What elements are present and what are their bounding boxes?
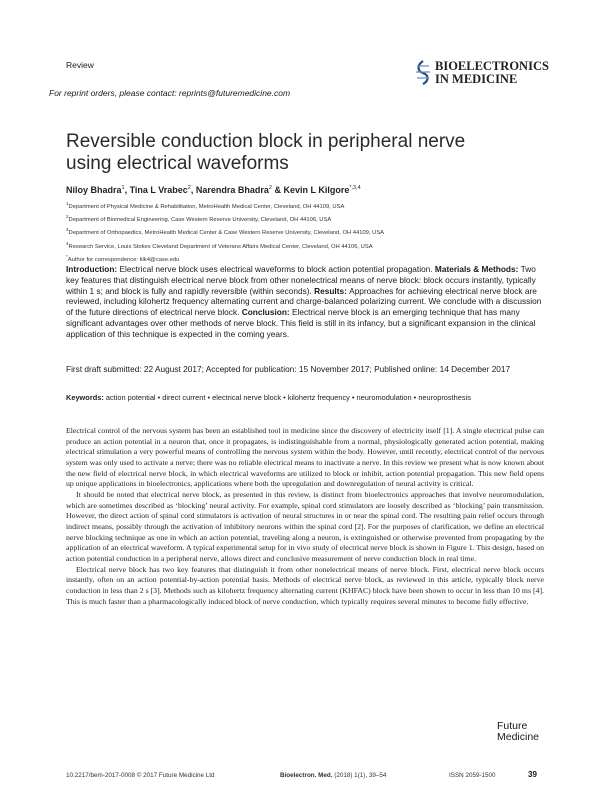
abstract-heading: Conclusion:	[241, 307, 292, 317]
affiliation-text: Research Service, Louis Stokes Cleveland Department of Veterans Affairs Medical Center, Cleveland, OH 44106, USA	[68, 243, 373, 250]
abstract-text: Electrical nerve block is an emerging technique that has many significant advantages over other methods of nerve block. This field is still in its infancy, but a significant expansion in the clinical application of this technique is expected in the coming years.	[66, 307, 536, 339]
author-affiliation-mark: 2	[268, 185, 272, 191]
publisher-logo-line1: Future	[497, 720, 528, 732]
author-affiliation-mark: *,3,4	[349, 185, 361, 191]
abstract	[66, 264, 544, 339]
author-separator: ,	[124, 185, 130, 195]
author-separator: &	[271, 185, 284, 195]
keyword-list	[106, 393, 471, 402]
author-affiliation-mark: 2	[187, 185, 191, 191]
affiliation-mark: 4	[66, 240, 69, 246]
footer-citation	[280, 772, 386, 779]
article-title: Reversible conduction block in peripheral nerve using electrical waveforms	[66, 131, 466, 174]
journal-logo-line1: BIOELECTRONICS	[435, 59, 549, 73]
affiliation-list	[66, 199, 546, 265]
affiliation-text: Department of Biomedical Engineering, Case Western Reserve University, Cleveland, OH 44106, USA	[68, 217, 332, 224]
body-text	[66, 426, 544, 607]
affiliation-mark: 3	[66, 227, 69, 233]
affiliation-mark: *	[66, 253, 68, 259]
affiliation-text: Author for correspondence: klk4@case.edu	[67, 256, 180, 263]
affiliation	[66, 239, 546, 252]
journal-logo-line2: IN MEDICINE	[435, 72, 518, 86]
author-name: Kevin L Kilgore	[283, 185, 350, 195]
keyword: • electrical nerve block	[205, 393, 282, 402]
affiliation-mark: 1	[66, 201, 69, 206]
journal-logo-icon	[413, 59, 433, 85]
body-paragraph: It should be noted that electrical nerve block, as presented in this review, is distinct from bioelectronics approaches that involve neuromodulation, which are sometimes described as ‘blocking’ neural activity. For example, spinal cord stimulators are loosely described as ‘blocking’ pain transmission. However, the direct action of spinal cord stimulators is activation of neural structures in or near the spinal cord. The resulting pain relief occurs through indirect means, possibly through the activation of inhibitory neurons within the spinal cord [2]. For the purposes of clarification, we define an electrical nerve blocking technique as one in which an action potential, traveling along a neuron, is extinguished or otherwise prevented from propagating by the application of an electrical waveform. A typical experimental setup for in vivo study of electrical nerve block is shown in Figure 1. This design, based on action potential conduction in a peripheral nerve, allows direct and conclusive measurement of nerve conduction block in real time.	[66, 489, 544, 563]
footer-issn: ISSN 2059-1500	[449, 772, 496, 779]
keyword: action potential	[105, 393, 156, 402]
body-paragraph: Electrical nerve block has two key features that distinguish it from other nonelectrical means of nerve block. First, electrical nerve block occurs instantly, often on an action potential-by-action potential basis. Methods of electrical nerve block, as reviewed in this article, typically block nerve conduction in less than 2 s [3]. Methods such as kilohertz frequency alternating current (KHFAC) block have been shown to occur in less than 10 ms [4]. This is much faster than a pharmacologically induced block of nerve conduction, which typically requires several minutes to become fully effective.	[66, 564, 544, 606]
page-number: 39	[528, 770, 537, 779]
affiliation-mark: 2	[66, 214, 69, 220]
keyword: • kilohertz frequency	[281, 393, 350, 402]
affiliation	[66, 225, 546, 238]
publisher-logo-line2: Medicine	[497, 731, 540, 743]
author-list	[66, 185, 361, 195]
abstract-heading: Results:	[314, 285, 350, 296]
affiliation-text: Department of Physical Medicine & Rehabilitation, MetroHealth Medical Center, Cleveland, OH 44109, USA	[68, 203, 345, 210]
reprint-notice: For reprint orders, please contact: reprints@futuremedicine.com	[49, 88, 291, 98]
abstract-heading: Introduction:	[66, 264, 120, 274]
author-separator: ,	[190, 185, 196, 195]
publication-dates: First draft submitted: 22 August 2017; Accepted for publication: 15 November 2017; Published online: 14 December 2017	[66, 364, 511, 374]
body-paragraph: Electrical control of the nervous system has been an established tool in medicine since the discovery of electricity itself [1]. A single electrical pulse can produce an action potential in a neuron that, once it propagates, is indistinguishable from a normal, physiologically generated action potential, making electrical stimulation a very powerful means of controlling the nervous system within the body. However, until recently, electrical control of the nervous system was only used to activate a nerve; there was no reliable electrical means to inactivate a nerve. In this review we present what is now known about the new field of electrical nerve block, in which electrical waveforms are utilized to block or inhibit, action potential propagation. This new field opens up unique applications in bioelectronics, applications where both the upregulation and downregulation of neural activity is critical.	[66, 426, 544, 489]
abstract-heading: Materials & Methods:	[434, 264, 521, 274]
author-name: Niloy Bhadra	[66, 185, 122, 195]
keywords-label: Keywords:	[66, 393, 104, 402]
abstract-text: Approaches for achieving electrical nerve block are reviewed, including kilohertz frequency alternating current and charge-balanced polarizing current. We conclude with a discussion of the future directions of electrical nerve block.	[66, 285, 542, 317]
author-affiliation-mark: 1	[121, 185, 125, 191]
affiliation	[66, 199, 546, 212]
affiliation	[66, 212, 546, 225]
abstract-text: Electrical nerve block uses electrical waveforms to block action potential propagation.	[119, 264, 435, 274]
publisher-logo	[497, 721, 553, 743]
abstract-text: Two key features that distinguish electrical nerve block from other nonelectrical means of nerve block: block occurs instantly, typically within 1 s; and block is fully and rapidly reversible (within seconds).	[66, 264, 536, 296]
footer-volume: (2018) 1(1), 39–54	[334, 772, 387, 779]
keywords	[66, 393, 544, 403]
keyword: • direct current	[155, 393, 206, 402]
affiliation-text: Department of Orthopaedics, MetroHealth Medical Center & Case Western Reserve University, Cleveland, OH 44109, USA	[68, 230, 385, 237]
author-name: Narendra Bhadra	[195, 185, 269, 195]
section-label: Review	[66, 60, 94, 70]
keyword: • neuroprosthesis	[411, 393, 471, 402]
footer-doi: 10.2217/bem-2017-0008 © 2017 Future Medicine Ltd	[66, 772, 215, 779]
keyword: • neuromodulation	[349, 393, 412, 402]
footer-journal: Bioelectron. Med.	[280, 772, 333, 779]
author-name: Tina L Vrabec	[129, 185, 188, 195]
